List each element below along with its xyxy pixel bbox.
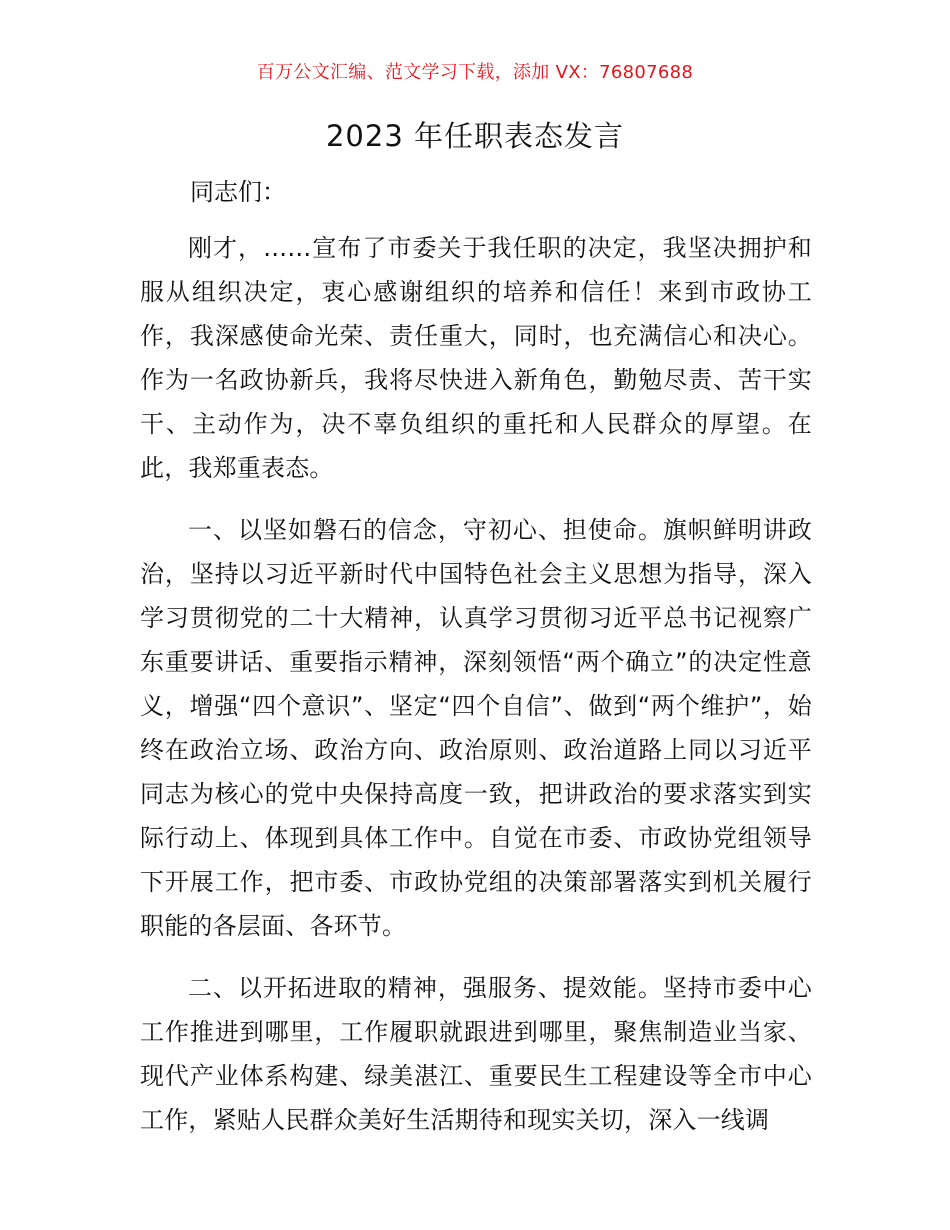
page-title: 2023 年任职表态发言 <box>325 119 625 153</box>
document-body <box>140 170 812 1160</box>
paragraph-1: 刚才，……宣布了市委关于我任职的决定，我坚决拥护和服从组织决定，衷心感谢组织的培养和信任！来到市政协工作，我深感使命光荣、责任重大，同时，也充满信心和决心。作为一名政协新兵，我将尽快进入新角色，勤勉尽责、苦干实干、主动作为，决不辜负组织的重托和人民群众的厚望。在此，我郑重表态。 <box>140 234 812 482</box>
header-watermark-note: 百万公文汇编、范文学习下载，添加 VX：76807688 <box>256 62 694 83</box>
paragraph-3: 二、以开拓进取的精神，强服务、提效能。坚持市委中心工作推进到哪里，工作履职就跟进到哪里，聚焦制造业当家、现代产业体系构建、绿美湛江、重要民生工程建设等全市中心工作，紧贴人民群众美好生活期待和现实关切，深入一线调 <box>140 974 812 1134</box>
paragraph-2: 一、以坚如磐石的信念，守初心、担使命。旗帜鲜明讲政治，坚持以习近平新时代中国特色社会主义思想为指导，深入学习贯彻党的二十大精神，认真学习贯彻习近平总书记视察广东重要讲话、重要指示精神，深刻领悟“两个确立”的决定性意义，增强“四个意识”、坚定“四个自信”、做到“两个维护”，始终在政治立场、政治方向、政治原则、政治道路上同以习近平同志为核心的党中央保持高度一致，把讲政治的要求落实到实际行动上、体现到具体工作中。自觉在市委、市政协党组领导下开展工作，把市委、市政协党组的决策部署落实到机关履行职能的各层面、各环节。 <box>140 516 812 940</box>
salutation: 同志们： <box>190 178 286 206</box>
